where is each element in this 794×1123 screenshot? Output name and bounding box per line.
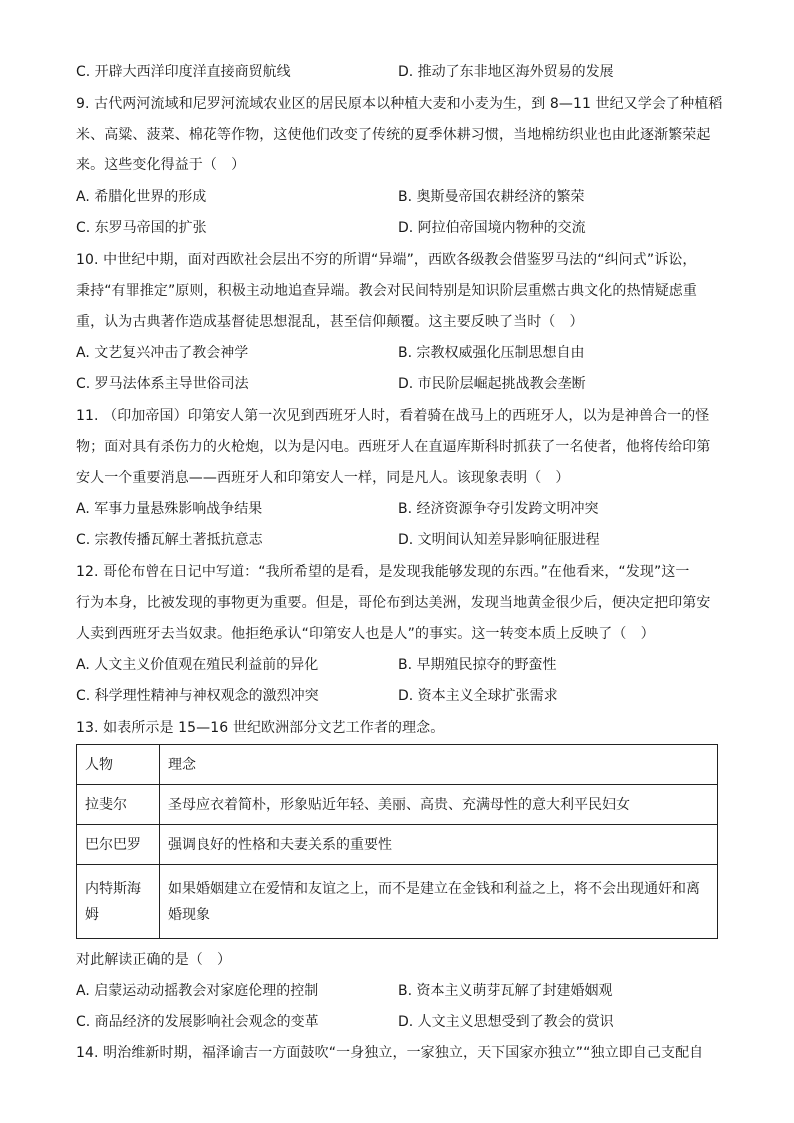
q8-option-c: C. 开辟大西洋印度洋直接商贸航线 [76,64,291,80]
table-cell-person: 巴尔巴罗 [77,825,160,865]
q8-option-d: D. 推动了东非地区海外贸易的发展 [398,64,614,80]
q11-option-a: A. 军事力量悬殊影响战争结果 [76,501,263,517]
ideas-table [76,744,718,939]
q10-option-a: A. 文艺复兴冲击了教会神学 [76,345,249,361]
q13-option-c: C. 商品经济的发展影响社会观念的变革 [76,1014,319,1030]
q13-option-b: B. 资本主义萌芽瓦解了封建婚姻观 [398,983,613,999]
q10-option-c: C. 罗马法体系主导世俗司法 [76,376,249,392]
q11-stem-line-1: 11. （印加帝国）印第安人第一次见到西班牙人时，看着骑在战马上的西班牙人，以为是神兽合一的怪 [76,408,710,424]
q11-option-c: C. 宗教传播瓦解土著抵抗意志 [76,532,263,548]
q9-stem-line-3: 来。这些变化得益于（ ） [76,157,246,173]
q12-option-a: A. 人文主义价值观在殖民利益前的异化 [76,657,319,673]
q13-intro: 13. 如表所示是 15—16 世纪欧洲部分文艺工作者的理念。 [76,720,445,736]
q9-stem-line-2: 米、高粱、菠菜、棉花等作物，这使他们改变了传统的夏季休耕习惯，当地棉纺织业也由此逐渐繁荣起 [76,127,711,143]
q10-option-b: B. 宗教权威强化压制思想自由 [398,345,585,361]
table-cell-idea: 强调良好的性格和夫妻关系的重要性 [160,825,718,865]
table-cell-idea: 如果婚姻建立在爱情和友谊之上，而不是建立在金钱和利益之上，将不会出现通奸和离婚现象 [160,865,718,939]
q11-option-b: B. 经济资源争夺引发跨文明冲突 [398,501,599,517]
q12-stem-line-3: 人卖到西班牙去当奴隶。他拒绝承认“印第安人也是人”的事实。这一转变本质上反映了（ ） [76,626,655,642]
q13-option-a: A. 启蒙运动动摇教会对家庭伦理的控制 [76,983,319,999]
table-cell-person: 内特斯海姆 [77,865,160,939]
table-row [77,865,718,939]
q13-option-d: D. 人文主义思想受到了教会的赏识 [398,1014,614,1030]
table-header-person: 人物 [77,745,160,785]
q12-stem-line-1: 12. 哥伦布曾在日记中写道：“我所希望的是看，是发现我能够发现的东西。”在他看来，“发现”这一 [76,564,690,580]
q9-option-b: B. 奥斯曼帝国农耕经济的繁荣 [398,189,585,205]
q12-stem-line-2: 行为本身，比被发现的事物更为重要。但是，哥伦布到达美洲，发现当地黄金很少后，便决定把印第安 [76,595,711,611]
q9-option-c: C. 东罗马帝国的扩张 [76,220,207,236]
q10-stem-line-1: 10. 中世纪中期，面对西欧社会层出不穷的所谓“异端”，西欧各级教会借鉴罗马法的“纠问式”诉讼， [76,252,697,268]
q11-stem-line-2: 物；面对具有杀伤力的火枪炮，以为是闪电。西班牙人在直逼库斯科时抓获了一名使者，他将传给印第 [76,439,711,455]
q9-option-a: A. 希腊化世界的形成 [76,189,207,205]
table-cell-person: 拉斐尔 [77,785,160,825]
q12-option-d: D. 资本主义全球扩张需求 [398,688,558,704]
q10-stem-line-3: 重，认为古典著作造成基督徒思想混乱，甚至信仰颠覆。这主要反映了当时（ ） [76,314,584,330]
q12-option-c: C. 科学理性精神与神权观念的激烈冲突 [76,688,319,704]
q10-option-d: D. 市民阶层崛起挑战教会垄断 [398,376,586,392]
table-header-row [77,745,718,785]
q14-stem-line-1: 14. 明治维新时期，福泽谕吉一方面鼓吹“一身独立，一家独立，天下国家亦独立”“独立即自己支配自 [76,1045,704,1061]
q10-stem-line-2: 秉持“有罪推定”原则，积极主动地追查异端。教会对民间特别是知识阶层重燃古典文化的热情疑虑重 [76,283,698,299]
q11-option-d: D. 文明间认知差异影响征服进程 [398,532,600,548]
q11-stem-line-3: 安人一个重要消息——西班牙人和印第安人一样，同是凡人。该现象表明（ ） [76,470,570,486]
q13-question: 对此解读正确的是（ ） [76,952,232,968]
table-row [77,825,718,865]
q9-stem-line-1: 9. 古代两河流域和尼罗河流域农业区的居民原本以种植大麦和小麦为生，到 8—11 世纪又学会了种植稻 [76,96,723,112]
table-row [77,785,718,825]
table-cell-idea: 圣母应衣着简朴，形象贴近年轻、美丽、高贵、充满母性的意大利平民妇女 [160,785,718,825]
q9-option-d: D. 阿拉伯帝国境内物种的交流 [398,220,586,236]
q12-option-b: B. 早期殖民掠夺的野蛮性 [398,657,557,673]
table-header-idea: 理念 [160,745,718,785]
